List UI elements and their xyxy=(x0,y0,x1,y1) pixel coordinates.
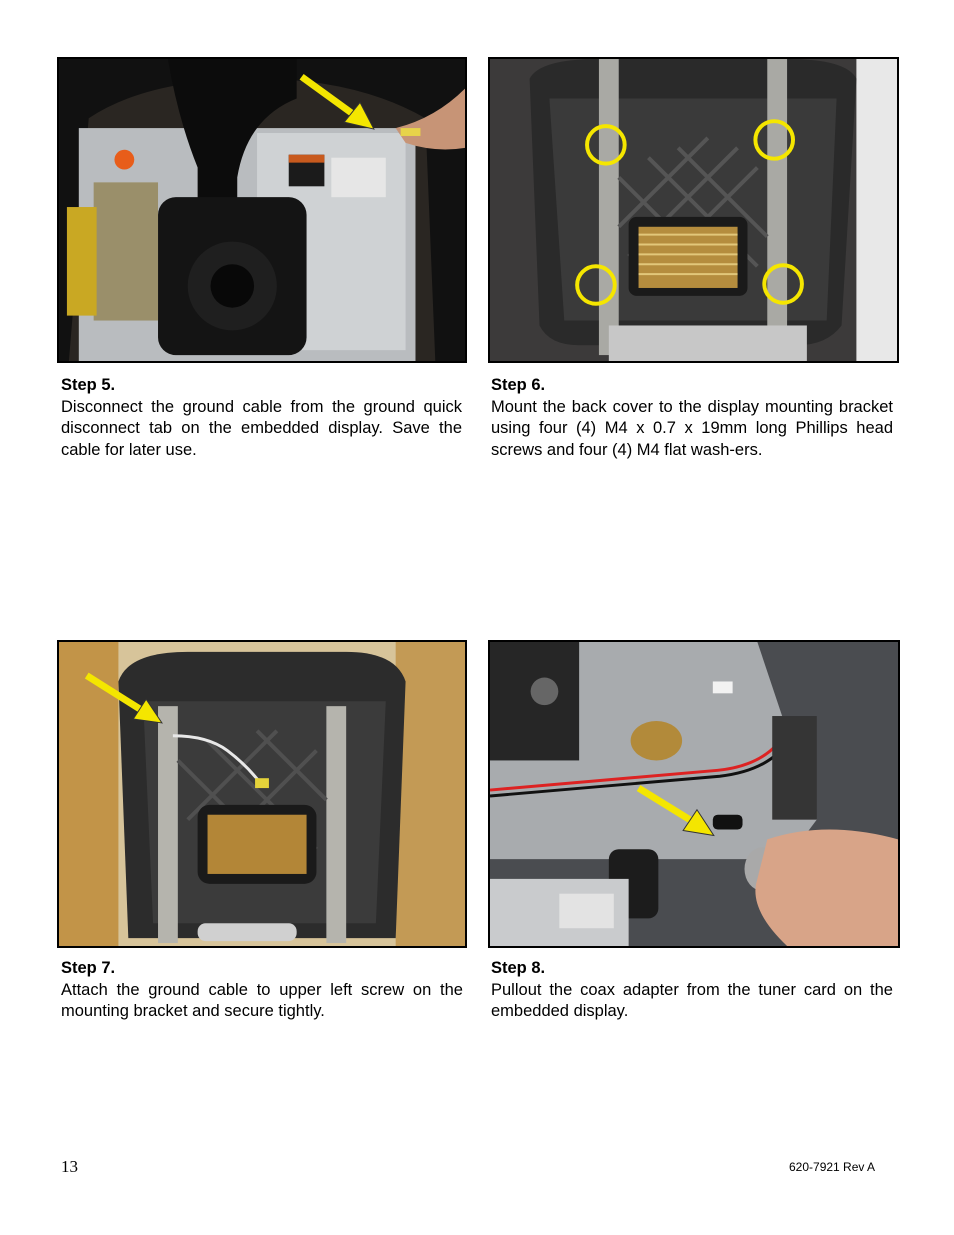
step-7-photo xyxy=(57,640,467,948)
document-number: 620-7921 Rev A xyxy=(789,1160,876,1174)
step-7-text xyxy=(61,958,463,1023)
step-title: Step 7. xyxy=(61,959,116,977)
step-title: Step 8. xyxy=(491,959,546,977)
step-title: Step 5. xyxy=(61,376,116,394)
step-title: Step 6. xyxy=(491,376,546,394)
step-8-text xyxy=(491,958,893,1023)
step-description: Mount the back cover to the display mounting bracket using four (4) M4 x 0.7 x 19mm long Phillips head screws and four (4) M4 flat wash-ers. xyxy=(491,397,893,459)
step-description: Pullout the coax adapter from the tuner card on the embedded display. xyxy=(491,980,893,1020)
step-6-photo xyxy=(488,57,899,363)
step-description: Attach the ground cable to upper left screw on the mounting bracket and secure tightly. xyxy=(61,980,463,1020)
step-6-text xyxy=(491,375,893,461)
page-number: 13 xyxy=(61,1157,78,1176)
step-5-photo xyxy=(57,57,467,363)
step-8-photo xyxy=(488,640,900,948)
step-5-text xyxy=(61,375,462,461)
step-description: Disconnect the ground cable from the ground quick disconnect tab on the embedded display. Save the cable for later use. xyxy=(61,397,462,459)
